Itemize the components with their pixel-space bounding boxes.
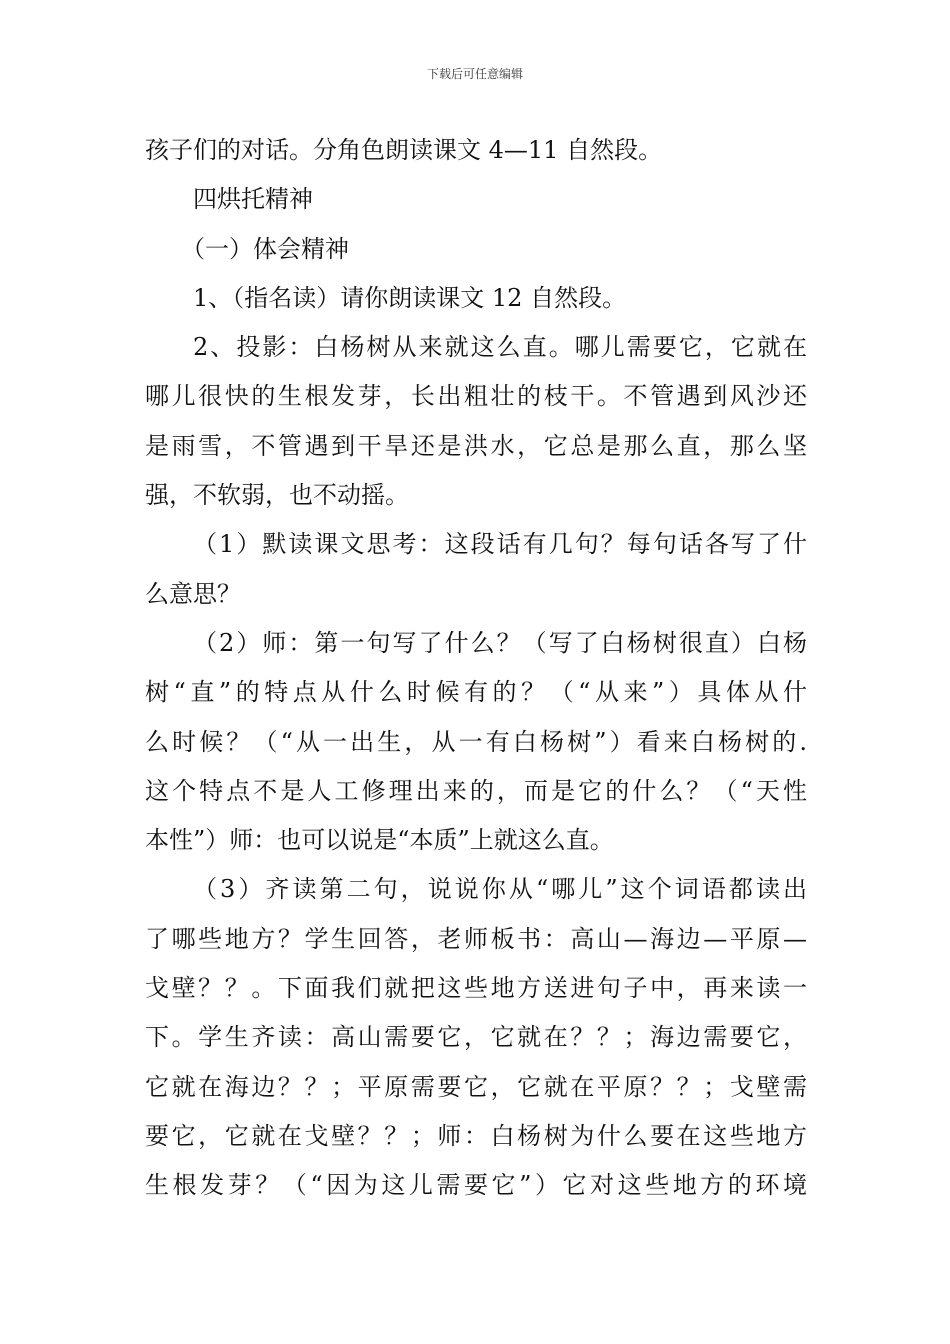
text-line: 它就在海边？？；平原需要它，它就在平原？？；戈壁需 <box>145 1072 807 1101</box>
text-line: 戈壁？？。下面我们就把这些地方送进句子中，再来读一 <box>145 974 807 1003</box>
text-line: 要它，它就在戈壁？？；师：白杨树为什么要在这些地方 <box>145 1121 807 1150</box>
text-line: 下。学生齐读：高山需要它，它就在？？；海边需要它， <box>145 1023 807 1052</box>
text-line: （一）体会精神 <box>181 234 349 263</box>
text-line: 1、（指名读）请你朗读课文 12 自然段。 <box>193 283 627 312</box>
text-line: 孩子们的对话。分角色朗读课文 4—11 自然段。 <box>145 136 663 164</box>
page-header: 下载后可任意编辑 <box>426 67 523 81</box>
text-line: 了哪些地方？学生回答，老师板书：高山—海边—平原— <box>145 924 807 953</box>
document-body <box>145 126 807 1211</box>
text-line: 生根发芽？（“因为这儿需要它”）它对这些地方的环境 <box>145 1171 807 1200</box>
text-line: （2）师：第一句写了什么？（写了白杨树很直）白杨 <box>193 628 807 657</box>
text-line: 哪儿很快的生根发芽，长出粗壮的枝干。不管遇到风沙还 <box>145 382 807 411</box>
text-line: 么意思？ <box>145 579 241 608</box>
text-line: （1）默读课文思考：这段话有几句？每句话各写了什 <box>193 530 807 559</box>
text-line: 本性”）师：也可以说是“本质”上就这么直。 <box>145 826 614 855</box>
text-line: 么时候？（“从一出生，从一有白杨树”）看来白杨树的. <box>145 727 807 756</box>
text-line: 2、投影：白杨树从来就这么直。哪儿需要它，它就在 <box>193 333 807 362</box>
text-line: 是雨雪，不管遇到干旱还是洪水，它总是那么直，那么坚 <box>145 431 807 460</box>
text-line: 四烘托精神 <box>193 185 313 214</box>
text-line: 强，不软弱，也不动摇。 <box>145 481 409 510</box>
text-line: 树“直”的特点从什么时候有的？（“从来”）具体从什 <box>145 678 807 707</box>
text-line: （3）齐读第二句，说说你从“哪儿”这个词语都读出 <box>193 875 807 904</box>
text-line: 这个特点不是人工修理出来的，而是它的什么？（“天性 <box>145 776 807 805</box>
